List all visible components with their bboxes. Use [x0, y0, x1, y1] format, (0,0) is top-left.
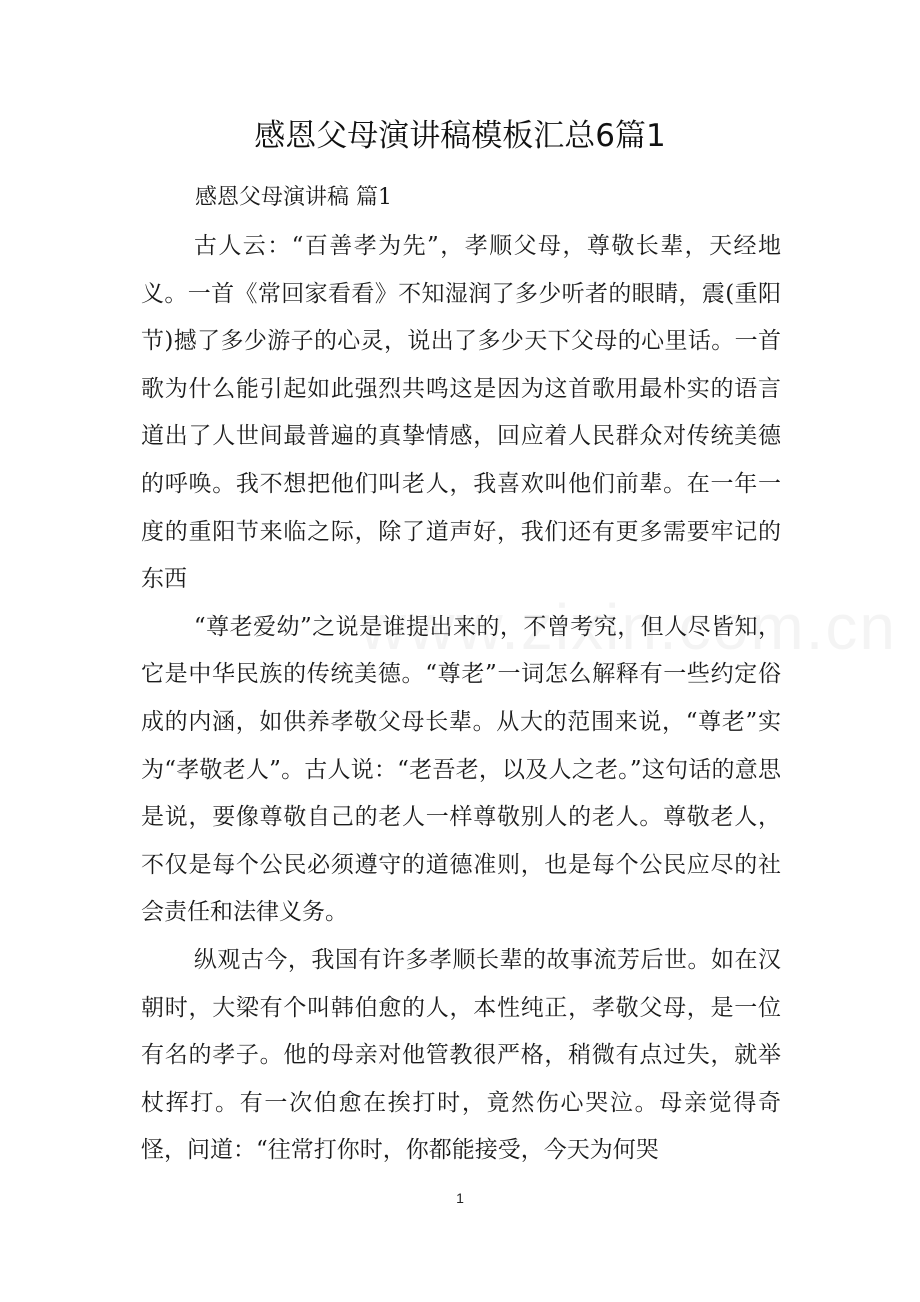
paragraph: 纵观古今，我国有许多孝顺长辈的故事流芳后世。如在汉朝时，大梁有个叫韩伯愈的人，本性纯正，孝敬父母，是一位有名的孝子。他的母亲对他管教很严格，稍微有点过失，就举杖挥打。有一次伯愈在挨打时，竟然伤心哭泣。母亲觉得奇怪，问道：“往常打你时，你都能接受，今天为何哭 [141, 946, 781, 1164]
document-body [141, 223, 781, 1175]
section-heading: 感恩父母演讲稿 篇1 [195, 185, 392, 210]
paragraph: 古人云：“百善孝为先”，孝顺父母，尊敬长辈，天经地义。一首《常回家看看》不知湿润了多少听者的眼睛，震(重阳节)撼了多少游子的心灵，说出了多少天下父母的心里话。一首歌为什么能引起如此强烈共鸣这是因为这首歌用最朴实的语言道出了人世间最普遍的真挚情感，回应着人民群众对传统美德的呼唤。我不想把他们叫老人，我喜欢叫他们前辈。在一年一度的重阳节来临之际，除了道声好，我们还有更多需要牢记的东西 [141, 233, 781, 593]
page-number: 1 [456, 1190, 464, 1206]
paragraph: “尊老爱幼”之说是谁提出来的，不曾考究，但人尽皆知，它是中华民族的传统美德。“尊老”一词怎么解释有一些约定俗成的内涵，如供养孝敬父母长辈。从大的范围来说，“尊老”实为“孝敬老人”。古人说：“老吾老，以及人之老。”这句话的意思是说，要像尊敬自己的老人一样尊敬别人的老人。尊敬老人，不仅是每个公民必须遵守的道德准则，也是每个公民应尽的社会责任和法律义务。 [141, 613, 781, 926]
document-title: 感恩父母演讲稿模板汇总6篇1 [254, 118, 666, 154]
